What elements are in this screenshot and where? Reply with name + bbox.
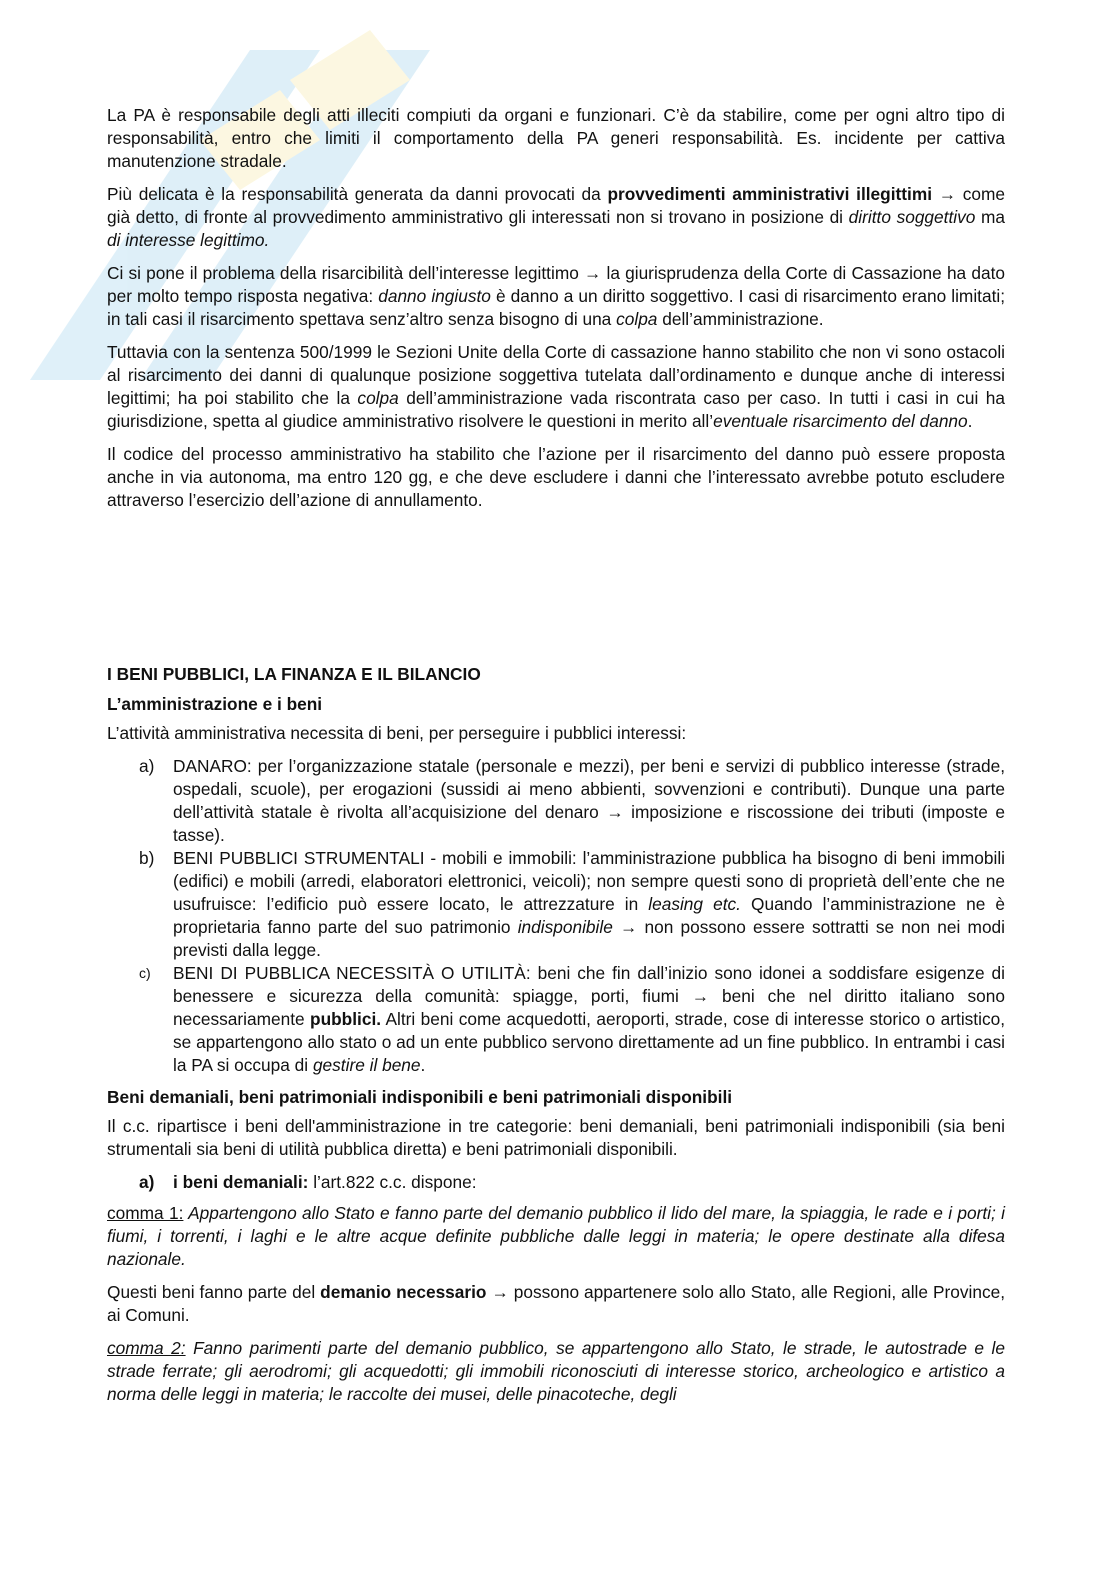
comma-1 [107,1202,1005,1271]
text: è danno a un diritto soggettivo. I casi di risarcimento erano limitati; in tali casi il risarcimento spettava senz’altro senza bisogno di una [107,286,1006,329]
text: Quando l’amministrazione ne è proprietaria fanno parte del suo patrimonio [173,894,1006,937]
italic-text: colpa [616,309,658,329]
spacer [107,522,1005,662]
italic-text: diritto soggettivo [848,207,976,227]
bold-text: i beni demaniali: [173,1172,309,1192]
list-marker: a) [139,756,155,776]
italic-text: di interesse legittimo. [107,230,270,250]
text: Questi beni fanno parte del [107,1282,321,1302]
list-marker: a) [139,1172,155,1192]
text: Il codice del processo amministrativo ha stabilito che l’azione per il risarcimento del danno può essere proposta anche in via autonoma, ma entro 120 gg, e che deve escludere i danni che l’interessato avrebbe potuto escludere attraverso l’esercizio dell’azione di annullamento. [107,444,1005,510]
list-marker: b) [139,848,155,868]
text: Altri beni come acquedotti, aeroporti, strade, cose di interesse storico o artistico, se appartengono allo stato o ad un ente pubblico servono direttamente ad un fine pubblico. In entrambi i casi la PA si occupa di [173,1009,1005,1075]
text: ma [975,207,1006,227]
italic-text: indisponibile [517,917,613,937]
text: BENI PUBBLICI STRUMENTALI - mobili e immobili: l’amministrazione pubblica ha bisogno di beni immobili (edifici) e mobili (arredi, elaboratori elettronici, veicoli); non sempre questi sono di proprietà dell’ente che ne usufruisce: l’edificio può essere locato, le attrezzature in [173,848,1005,914]
text: Tuttavia con la sentenza 500/1999 le Sezioni Unite della Corte di cassazione hanno stabilito che non vi sono ostacoli al risarcimento dei danni di qualunque posizione soggettiva tutelata dall’ordinamento e dunque anche di interessi legittimi; ha poi stabilito che la [107,342,1005,408]
text: Ci si pone il problema della risarcibilità dell’interesse legittimo → la giurisprudenza della Corte di Cassazione ha dato per molto tempo risposta negativa: [107,263,1005,306]
italic-text: eventuale risarcimento del danno [713,411,968,431]
italic-text: colpa [357,388,399,408]
text: . [967,411,973,431]
bold-text: pubblici. [310,1009,382,1029]
text: → come già detto, di fronte al provvedimento amministrativo gli interessati non si trovano in posizione di [107,184,1005,227]
italic-text: danno ingiusto [378,286,491,306]
text: → possono appartenere solo allo Stato, alle Regioni, alle Province, ai Comuni. [107,1282,1005,1325]
comma-label: comma 1: [107,1203,184,1223]
text: La PA è responsabile degli atti illeciti compiuti da organi e funzionari. C’è da stabilire, come per ogni altro tipo di responsabilità, entro che limiti il comportamento della PA generi responsabilità. Es. incidente per cattiva manutenzione stradale. [107,105,1005,171]
paragraph-risarcibilita [107,262,1005,331]
section-title: I BENI PUBBLICI, LA FINANZA E IL BILANCIO [107,664,481,684]
document-body [107,104,1005,1416]
paragraph-codice [107,443,1005,512]
text: Più delicata è la responsabilità generata da danni provocati da [107,184,608,204]
subsection-title: Beni demaniali, beni patrimoniali indisponibili e beni patrimoniali disponibili [107,1087,733,1107]
italic-text: leasing etc. [648,894,741,914]
comma-label: comma 2: [107,1338,186,1358]
italic-text: Fanno parimenti parte del demanio pubblico, se appartengono allo Stato, le strade, le autostrade e le strade ferrate; gli aerodromi; gli acquedotti; gli immobili riconosciuti di interesse storico, archeologico e artistico a norma delle leggi in materia; le raccolte dei musei, delle pinacoteche, degli [107,1338,1005,1404]
list-item [107,962,1005,1077]
list-item [107,847,1005,962]
paragraph-sentenza [107,341,1005,433]
text: BENI DI PUBBLICA NECESSITÀ O UTILITÀ: beni che fin dall’inizio sono idonei a soddisfare esigenze di benessere e sicurezza della comunità: spiagge, porti, fiumi → beni che nel diritto italiano sono necessariamente [173,963,1005,1029]
text: dell’amministrazione vada riscontrata caso per caso. In tutti i casi in cui ha giurisdizione, spetta al giudice amministrativo risolvere le questioni in merito all’ [107,388,1005,431]
paragraph-responsabilita [107,104,1005,173]
text: → non possono essere sottratti se non nei modi previsti dalla legge. [173,917,1006,960]
text: DANARO: per l’organizzazione statale (personale e mezzi), per beni e servizi di pubblico interesse (strade, ospedali, scuole), per erogazioni (sussidi ai meno abbienti, sovvenzioni e contributi). Dunque una parte dell’attività statale è rivolta all’acquisizione del denaro → imposizione e riscossione dei tributi (imposte e tasse). [173,756,1005,845]
beni-list [107,755,1005,1077]
text: l’art.822 c.c. dispone: [308,1172,477,1192]
bold-text: provvedimenti amministrativi illegittimi [607,184,933,204]
paragraph-provvedimenti [107,183,1005,252]
list-item [107,755,1005,847]
section-intro: L’attività amministrativa necessita di beni, per perseguire i pubblici interessi: [107,723,687,743]
italic-text: Appartengono allo Stato e fanno parte del demanio pubblico il lido del mare, la spiaggia, le rade e i porti; i fiumi, i torrenti, i laghi e le altre acque definite pubbliche dalle leggi in materia; le opere destinate alla difesa nazionale. [107,1203,1005,1269]
section-subtitle: L’amministrazione e i beni [107,694,323,714]
text: dell’amministrazione. [657,309,824,329]
bold-text: demanio necessario [320,1282,487,1302]
subsection-intro: Il c.c. ripartisce i beni dell'amministrazione in tre categorie: beni demaniali, beni patrimoniali indisponibili (sia beni strumentali sia beni di utilità pubblica diretta) e beni patrimoniali disponibili. [107,1116,1005,1159]
demaniali-item [107,1171,1005,1194]
paragraph-demanio-necessario [107,1281,1005,1327]
text: . [420,1055,426,1075]
italic-text: gestire il bene [312,1055,421,1075]
comma-2 [107,1337,1005,1406]
list-marker: c) [139,965,151,981]
